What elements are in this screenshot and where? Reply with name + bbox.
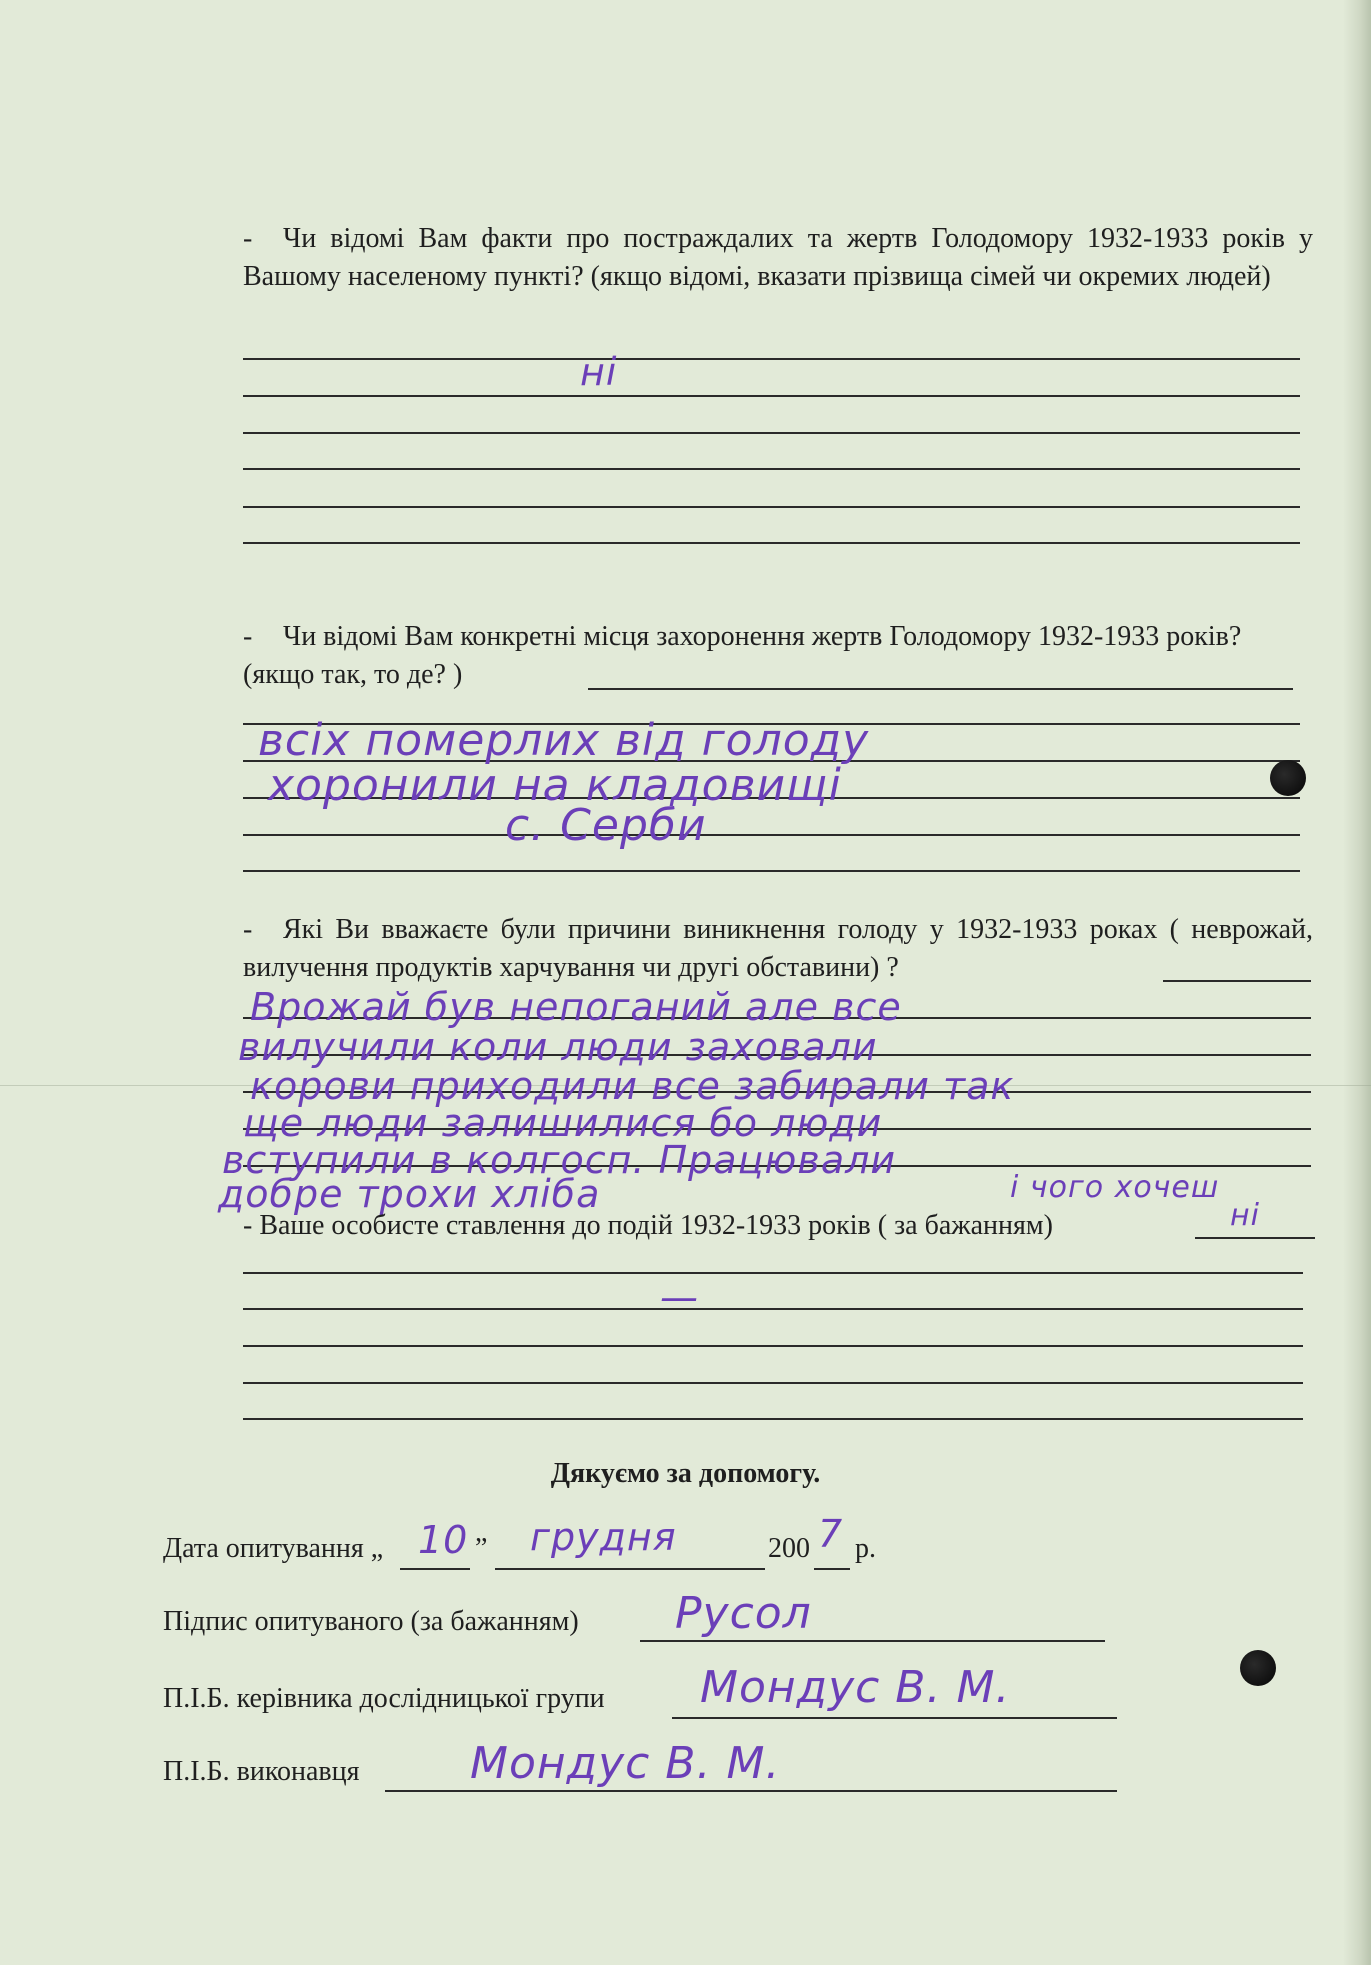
answer-3-line-6-end: і чого хочеш: [1010, 1170, 1220, 1205]
question-3-text: Які Ви вважаєте були причини виникнення голоду у 1932-1933 роках ( неврожай, вилучення продуктів харчування чи другі обставини) ?: [243, 914, 1313, 983]
answer-line: [243, 395, 1300, 397]
question-1: [243, 220, 1313, 296]
date-label: Дата опитування „: [163, 1533, 384, 1564]
leader-label: П.І.Б. керівника дослідницької групи: [163, 1683, 605, 1714]
answer-line: [243, 1272, 1303, 1274]
answer-line: [243, 432, 1300, 434]
question-4: [243, 1207, 1318, 1245]
punch-hole: [1240, 1650, 1276, 1686]
answer-line: [243, 1308, 1303, 1310]
answer-line: [243, 506, 1300, 508]
answer-line: [243, 1418, 1303, 1420]
question-2-text: Чи відомі Вам конкретні місця захоронення жертв Голодомору 1932-1933 років? (якщо так, то де? ): [243, 621, 1242, 690]
question-1-text: Чи відомі Вам факти про постраждалих та жертв Голодомору 1932-1933 років у Вашому населеному пункті? (якщо відомі, вказати прізвища сімей чи окремих людей): [243, 223, 1313, 292]
date-day-line: [400, 1568, 470, 1570]
date-year-prefix: 200: [768, 1533, 810, 1564]
date-year-digit: 7: [818, 1512, 844, 1556]
thanks-heading: Дякуємо за допомогу.: [550, 1458, 821, 1489]
answer-3-line-2: вилучили коли люди заховали: [238, 1025, 878, 1069]
answer-line: [243, 834, 1300, 836]
date-year-line: [814, 1568, 850, 1570]
signature-handwriting: Русол: [675, 1588, 812, 1639]
signature-label: Підпис опитуваного (за бажанням): [163, 1606, 579, 1637]
answer-line: [243, 358, 1300, 360]
answer-3-line-6: добре трохи хліба: [218, 1172, 601, 1216]
date-quote-close: ”: [475, 1533, 488, 1564]
answer-line: [243, 1345, 1303, 1347]
question-4-text: Ваше особисте ставлення до подій 1932-1933 років ( за бажанням): [259, 1210, 1053, 1241]
answer-3-line-5: вступили в колгосп. Працювали: [222, 1138, 897, 1182]
question-dash: -: [243, 621, 253, 652]
answer-line: [243, 542, 1300, 544]
date-month-line: [495, 1568, 765, 1570]
signature-line: [640, 1640, 1105, 1642]
answer-2-line-2: хоронили на кладовищі: [268, 760, 842, 811]
date-year-suffix: р.: [855, 1533, 876, 1564]
answer-line: [243, 870, 1300, 872]
answer-1-handwriting: ні: [580, 350, 618, 394]
answer-line: [588, 688, 1293, 690]
answer-4-dash: —: [660, 1275, 699, 1319]
performer-label: П.І.Б. виконавця: [163, 1756, 360, 1787]
answer-2-line-3: с. Серби: [505, 800, 707, 851]
leader-name-handwriting: Мондус В. М.: [700, 1662, 1011, 1713]
answer-3-line-4: ще люди залишилися бо люди: [243, 1101, 883, 1145]
paper-edge-shadow: [1343, 0, 1371, 1965]
question-3: [243, 911, 1313, 987]
question-2: [243, 618, 1313, 694]
performer-name-handwriting: Мондус В. М.: [470, 1738, 781, 1789]
performer-line: [385, 1790, 1117, 1792]
leader-line: [672, 1717, 1117, 1719]
answer-3-line-1: Врожай був непоганий але все: [250, 985, 902, 1029]
question-dash: -: [243, 1210, 253, 1241]
answer-2-line-1: всіх померлих від голоду: [258, 715, 870, 766]
punch-hole: [1270, 760, 1306, 796]
answer-3-line-3: корови приходили все забирали так: [250, 1064, 1015, 1108]
answer-4-inline: ні: [1230, 1198, 1260, 1233]
date-month-handwriting: грудня: [530, 1515, 677, 1559]
question-dash: -: [243, 914, 253, 945]
date-day-handwriting: 10: [418, 1518, 469, 1562]
answer-line: [1163, 980, 1311, 982]
question-dash: -: [243, 223, 253, 254]
answer-line: [243, 468, 1300, 470]
answer-line: [243, 1382, 1303, 1384]
answer-line: [1195, 1237, 1315, 1239]
